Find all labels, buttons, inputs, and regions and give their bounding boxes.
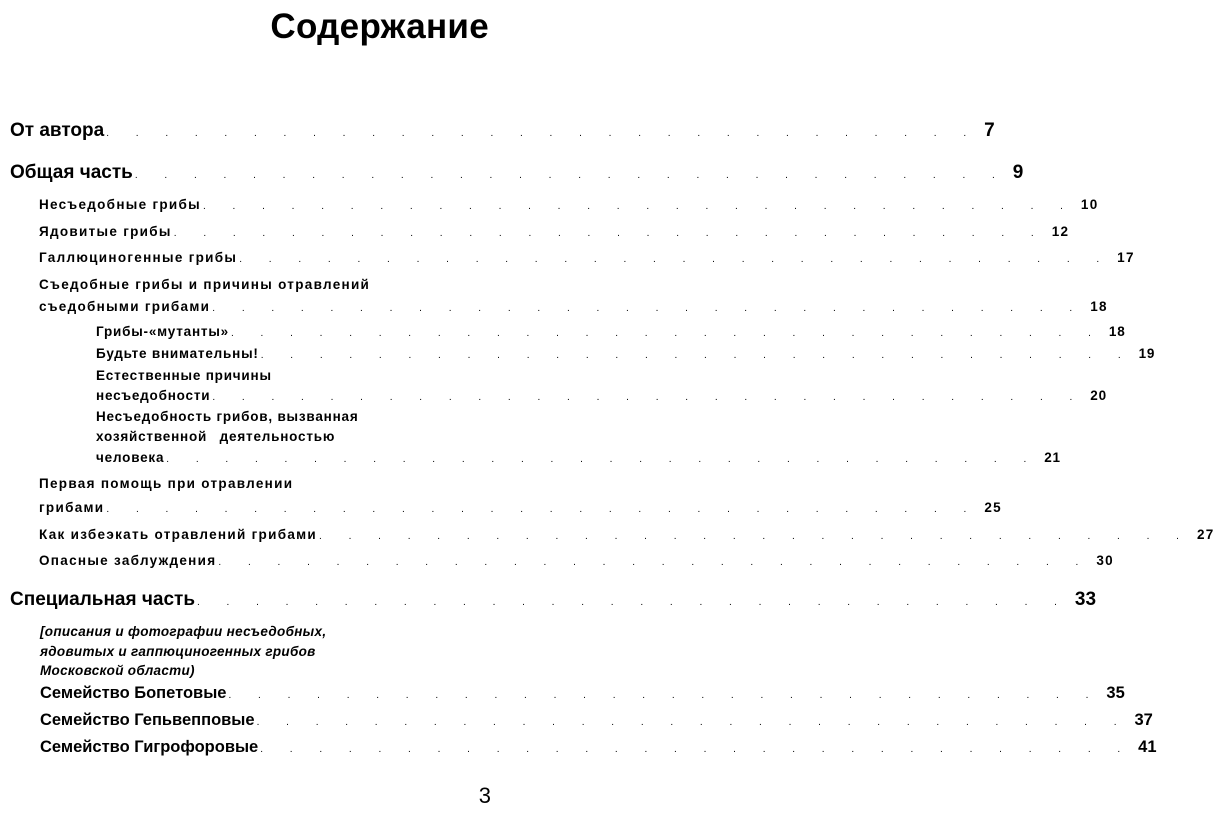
dot-leader: . . . . . . . . . . . . . . . . . . . . . . . . . . . . . . [319, 531, 1191, 542]
toc-entry-page: 9 [1012, 162, 1024, 183]
dot-leader: . . . . . . . . . . . . . . . . . . . . . . . . . . . . . . [260, 350, 1133, 361]
toc-entry-natural-causes-line1: Естественные причины [96, 368, 272, 383]
toc-entry-page: 12 [1051, 224, 1070, 239]
toc-entry-label: Несъедобные грибы [39, 197, 201, 212]
note-line: Московской области) [40, 663, 195, 678]
dot-leader: . . . . . . . . . . . . . . . . . . . . . . . . . . . . . . [203, 201, 1075, 212]
toc-entry-author[interactable] [10, 120, 995, 142]
toc-entry-label: Грибы-«мутанты» [96, 324, 229, 339]
special-part-note [40, 622, 410, 681]
toc-entry-hygrophoraceae[interactable] [40, 738, 1157, 757]
dot-leader: . . . . . . . . . . . . . . . . . . . . . . . . . . . . . . [106, 504, 979, 515]
toc-entry-mutants[interactable] [96, 324, 1126, 339]
toc-entry-page: 33 [1074, 589, 1097, 610]
toc-entry-first-aid[interactable] [39, 500, 1002, 515]
toc-entry-edible-causes[interactable] [39, 299, 1108, 314]
dot-leader: . . . . . . . . . . . . . . . . . . . . . . . . . . . . . . [212, 303, 1085, 314]
dot-leader: . . . . . . . . . . . . . . . . . . . . . . . . . . . . . . [212, 392, 1085, 403]
toc-entry-label: Как избеэкать отравлений грибами [39, 527, 318, 542]
toc-entry-special[interactable] [10, 589, 1097, 611]
toc-entry-page: 37 [1134, 711, 1153, 729]
dot-leader: . . . . . . . . . . . . . . . . . . . . . . . . . . . . . . [218, 557, 1091, 568]
page-number: 3 [478, 783, 491, 808]
dot-leader: . . . . . . . . . . . . . . . . . . . . . . . . . . . . . . [239, 254, 1112, 265]
dot-leader: . . . . . . . . . . . . . . . . . . . . . . . . . . . . . . [256, 717, 1129, 728]
toc-entry-page: 27 [1196, 527, 1215, 542]
toc-entry-label: съедобными грибами [39, 299, 211, 314]
toc-entry-attention[interactable] [96, 346, 1156, 361]
toc-entry-page: 35 [1106, 684, 1125, 702]
toc-entry-label: Общая часть [10, 162, 133, 183]
dot-leader: . . . . . . . . . . . . . . . . . . . . . . . . . . . . . . [230, 328, 1103, 339]
toc-entry-misconceptions[interactable] [39, 553, 1114, 568]
toc-entry-page: 25 [984, 500, 1002, 515]
toc-entry-natural-causes[interactable] [96, 388, 1107, 403]
toc-entry-page: 17 [1117, 250, 1135, 265]
note-line: ядовитых и гаппюциногенных грибов [40, 643, 316, 659]
note-line: [описания и фотографии несъедобных, [40, 624, 327, 639]
toc-entry-page: 18 [1108, 324, 1126, 339]
toc-entry-label: Семейство Бопетовые [40, 684, 227, 702]
toc-entry-page: 7 [984, 120, 995, 141]
toc-entry-label: Опасные заблуждения [39, 553, 217, 568]
toc-entry-human-activity-line1: Несъедобность грибов, вызванная [96, 409, 359, 424]
toc-entry-poisonous[interactable] [39, 224, 1070, 239]
toc-entry-page: 19 [1138, 346, 1156, 361]
dot-leader: . . . . . . . . . . . . . . . . . . . . . . . . . . . . . . [228, 690, 1101, 701]
dot-leader: . . . . . . . . . . . . . . . . . . . . . . . . . . . . . . [197, 597, 1069, 608]
toc-entry-label: Галлюциногенные грибы [39, 250, 238, 265]
toc-entry-hallucinogenic[interactable] [39, 250, 1135, 265]
toc-entry-page: 41 [1138, 738, 1157, 756]
toc-entry-label: человека [96, 450, 165, 465]
toc-entry-page: 21 [1044, 450, 1061, 465]
dot-leader: . . . . . . . . . . . . . . . . . . . . . . . . . . . . . . [134, 170, 1007, 181]
toc-entry-label: несъедобности [96, 388, 211, 403]
toc-entry-label: Семейство Гигрофоровые [40, 738, 259, 756]
dot-leader: . . . . . . . . . . . . . . . . . . . . . . . . . . . . . . [166, 454, 1039, 465]
toc-entry-label: От автора [10, 120, 105, 141]
toc-entry-gomphidiaceae[interactable] [40, 711, 1153, 730]
toc-entry-edible-causes-line1: Съедобные грибы и причины отравлений [39, 277, 371, 292]
toc-entry-human-activity[interactable] [96, 450, 1061, 465]
toc-entry-label: Будьте внимательны! [96, 346, 259, 361]
toc-entry-label: Специальная часть [10, 589, 195, 610]
toc-entry-label: Семейство Гепьвепповые [40, 711, 255, 729]
toc-entry-label: Ядовитые грибы [39, 224, 172, 239]
toc-entry-human-activity-line2: хозяйственной деятельностью [96, 429, 336, 444]
toc-entry-inedible[interactable] [39, 197, 1099, 212]
toc-entry-avoid[interactable] [39, 527, 1215, 542]
toc-entry-label: грибами [39, 500, 105, 515]
toc-entry-page: 18 [1090, 299, 1108, 314]
toc-entry-page: 10 [1080, 197, 1099, 212]
page-title: Содержание [270, 7, 489, 46]
toc-entry-first-aid-line1: Первая помощь при отравлении [39, 476, 294, 491]
toc-entry-general[interactable] [10, 162, 1024, 184]
toc-entry-boletaceae[interactable] [40, 684, 1125, 703]
toc-entry-page: 20 [1090, 388, 1107, 403]
dot-leader: . . . . . . . . . . . . . . . . . . . . . . . . . . . . . . [106, 128, 979, 139]
dot-leader: . . . . . . . . . . . . . . . . . . . . . . . . . . . . . . [260, 744, 1133, 755]
dot-leader: . . . . . . . . . . . . . . . . . . . . . . . . . . . . . . [173, 228, 1046, 239]
toc-entry-page: 30 [1096, 553, 1114, 568]
